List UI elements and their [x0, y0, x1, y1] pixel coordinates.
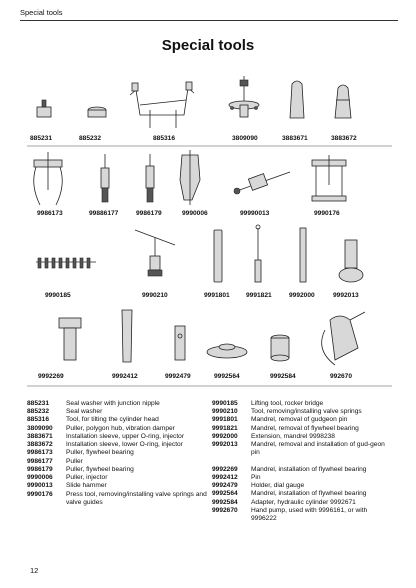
- label-3883671: 3883671: [282, 135, 308, 142]
- label-9992269: 9992269: [38, 373, 64, 380]
- label-99990013: 99990013: [240, 210, 270, 217]
- legend-description: Seal washer: [66, 408, 103, 416]
- tool-3809090-drawing: [229, 76, 259, 117]
- legend-number: 9991821: [212, 424, 238, 432]
- legend-description: Mandrel, removal of gudgeon pin: [251, 416, 348, 424]
- legend-number: 9990210: [212, 408, 238, 416]
- legend-number: 3883672: [27, 441, 53, 449]
- legend-row: [212, 400, 392, 408]
- legend-number: 885232: [27, 408, 50, 416]
- tool-9992013-drawing: [339, 240, 363, 282]
- legend-description: Slide hammer: [66, 482, 107, 490]
- legend-number: 9990185: [212, 400, 238, 407]
- running-header: Special tools: [20, 8, 63, 17]
- label-885232: 885232: [79, 135, 102, 142]
- row-4-labels: [38, 373, 352, 380]
- tool-9992269-drawing: [59, 318, 81, 360]
- tool-9990210-drawing: [135, 230, 175, 276]
- tool-9992000-drawing: [300, 228, 306, 282]
- label-9990176: 9990176: [314, 210, 340, 217]
- legend-row: [27, 458, 207, 466]
- label-3883672: 3883672: [331, 135, 357, 142]
- legend-description: Press tool, removing/installing valve springs and valve guides: [66, 490, 207, 506]
- legend-number: 9992564: [212, 490, 238, 498]
- legend-row: [212, 466, 392, 474]
- tool-9992564-drawing: [207, 344, 247, 358]
- legend-number: 9986177: [27, 457, 53, 465]
- label-885231: 885231: [30, 135, 53, 142]
- legend-row: [212, 499, 392, 507]
- tool-99990013-drawing: [234, 172, 290, 194]
- label-9992000: 9992000: [289, 292, 315, 299]
- legend-number: 9992013: [212, 441, 238, 449]
- legend-description: Mandrel, removal of flywheel bearing: [251, 424, 359, 432]
- label-9992584: 9992584: [270, 373, 296, 380]
- legend-number: 3883671: [27, 432, 53, 440]
- legend-number: 9986179: [27, 465, 53, 473]
- legend-number: 9992670: [212, 506, 238, 514]
- legend-row: [212, 482, 392, 490]
- legend-number: 9990006: [27, 474, 53, 482]
- legend-gap: [212, 458, 392, 466]
- legend-description: Installation sleeve, lower O-ring, injector: [66, 441, 183, 449]
- label-99886177: 99886177: [89, 210, 119, 217]
- label-9992412: 9992412: [112, 373, 138, 380]
- label-9992479: 9992479: [165, 373, 191, 380]
- tool-3883671-drawing: [290, 81, 304, 118]
- page-number: 12: [30, 566, 39, 575]
- tool-9986173-drawing: [34, 152, 63, 205]
- label-9990006: 9990006: [182, 210, 208, 217]
- legend-row: [27, 408, 207, 416]
- legend-number: 885231: [27, 400, 50, 407]
- legend-description: Hand pump, used with 9996161, or with 9996222: [251, 506, 368, 523]
- legend-row: [212, 441, 392, 457]
- legend-description: Extension, mandrel 9998238: [251, 432, 335, 440]
- legend-number: 9986173: [27, 449, 53, 457]
- legend-description: Mandrel, installation of flywheel bearing: [251, 465, 367, 473]
- legend-number: 3809090: [27, 424, 53, 432]
- label-9990210: 9990210: [142, 292, 168, 299]
- legend-row: [27, 449, 207, 457]
- legend-row: [27, 466, 207, 474]
- tool-9992584-drawing: [271, 335, 289, 361]
- legend-number: 9990176: [27, 490, 53, 498]
- legend-number: 9992269: [212, 465, 238, 473]
- label-9992564: 9992564: [214, 373, 240, 380]
- legend-description: Installation sleeve, upper O-ring, injector: [66, 432, 185, 440]
- legend-number: 9991801: [212, 416, 238, 424]
- tool-885231-drawing: [37, 100, 51, 117]
- legend-number: 9992479: [212, 482, 238, 490]
- legend-row: [27, 433, 207, 441]
- legend-row: [27, 441, 207, 449]
- legend-description: Mandrel, removal and installation of gud-geon pin: [251, 441, 385, 457]
- legend-number: 9990013: [27, 482, 53, 490]
- legend-row: [212, 474, 392, 482]
- label-9991821: 9991821: [246, 292, 272, 299]
- legend-row: [212, 433, 392, 441]
- label-9990185: 9990185: [45, 292, 71, 299]
- label-992670: 992670: [330, 373, 353, 380]
- label-9992013: 9992013: [333, 292, 359, 299]
- legend-row: [212, 507, 392, 523]
- legend-description: Mandrel, installation of flywheel bearing: [251, 490, 367, 498]
- legend-number: 9992000: [212, 432, 238, 440]
- row-3-labels: [45, 292, 359, 299]
- legend-description: Holder, dial gauge: [251, 482, 305, 490]
- legend-description: Pin: [251, 473, 261, 481]
- legend-row: [27, 425, 207, 433]
- legend-description: Puller, injector: [66, 474, 108, 482]
- legend-description: Puller: [66, 457, 83, 465]
- page-title: Special tools: [161, 37, 255, 54]
- tool-9992412-drawing: [122, 310, 132, 362]
- legend-row: [212, 408, 392, 416]
- legend-row: [27, 400, 207, 408]
- legend-description: Lifting tool, rocker bridge: [251, 400, 324, 407]
- legend-description: Tool, removing/installing valve springs: [251, 408, 362, 416]
- legend-right-column: [212, 400, 392, 523]
- legend-row: [212, 490, 392, 498]
- legend-row: [27, 482, 207, 490]
- tool-885316-drawing: [130, 82, 194, 128]
- label-885316: 885316: [153, 135, 176, 142]
- legend-number: 9992412: [212, 473, 238, 481]
- legend-row: [212, 425, 392, 433]
- legend-row: [27, 474, 207, 482]
- legend-description: Seal washer with junction nipple: [66, 400, 160, 407]
- tool-885232-drawing: [88, 107, 106, 117]
- label-9991801: 9991801: [204, 292, 230, 299]
- legend-row: [27, 416, 207, 424]
- legend-row: [27, 491, 207, 507]
- legend-left-column: [27, 400, 207, 507]
- row-1-labels: [30, 135, 357, 142]
- tool-9991821-drawing: [255, 225, 261, 282]
- row-2-labels: [37, 210, 340, 217]
- legend-description: Puller, flywheel bearing: [66, 465, 134, 473]
- legend-description: Puller, polygon hub, vibration damper: [66, 424, 175, 432]
- tool-9991801-drawing: [214, 230, 222, 282]
- label-9986173: 9986173: [37, 210, 63, 217]
- legend-description: Tool, for tilting the cylinder head: [66, 416, 159, 424]
- label-3809090: 3809090: [232, 135, 258, 142]
- legend-description: Puller, flywheel bearing: [66, 449, 134, 457]
- tool-99886177-drawing: [101, 154, 109, 202]
- tool-9986179-drawing: [146, 154, 154, 202]
- tool-992670-drawing: [322, 312, 365, 365]
- legend-description: Adapter, hydraulic cylinder 9992671: [251, 498, 356, 506]
- tool-9990176-drawing: [312, 155, 346, 201]
- tool-9990185-drawing: [36, 258, 96, 268]
- label-9986179: 9986179: [136, 210, 162, 217]
- tool-9990006-drawing: [180, 150, 200, 205]
- legend-number: 885316: [27, 416, 50, 424]
- legend-row: [212, 416, 392, 424]
- tool-9992479-drawing: [175, 326, 185, 360]
- tool-3883672-drawing: [335, 85, 351, 118]
- legend-number: 9992584: [212, 498, 238, 506]
